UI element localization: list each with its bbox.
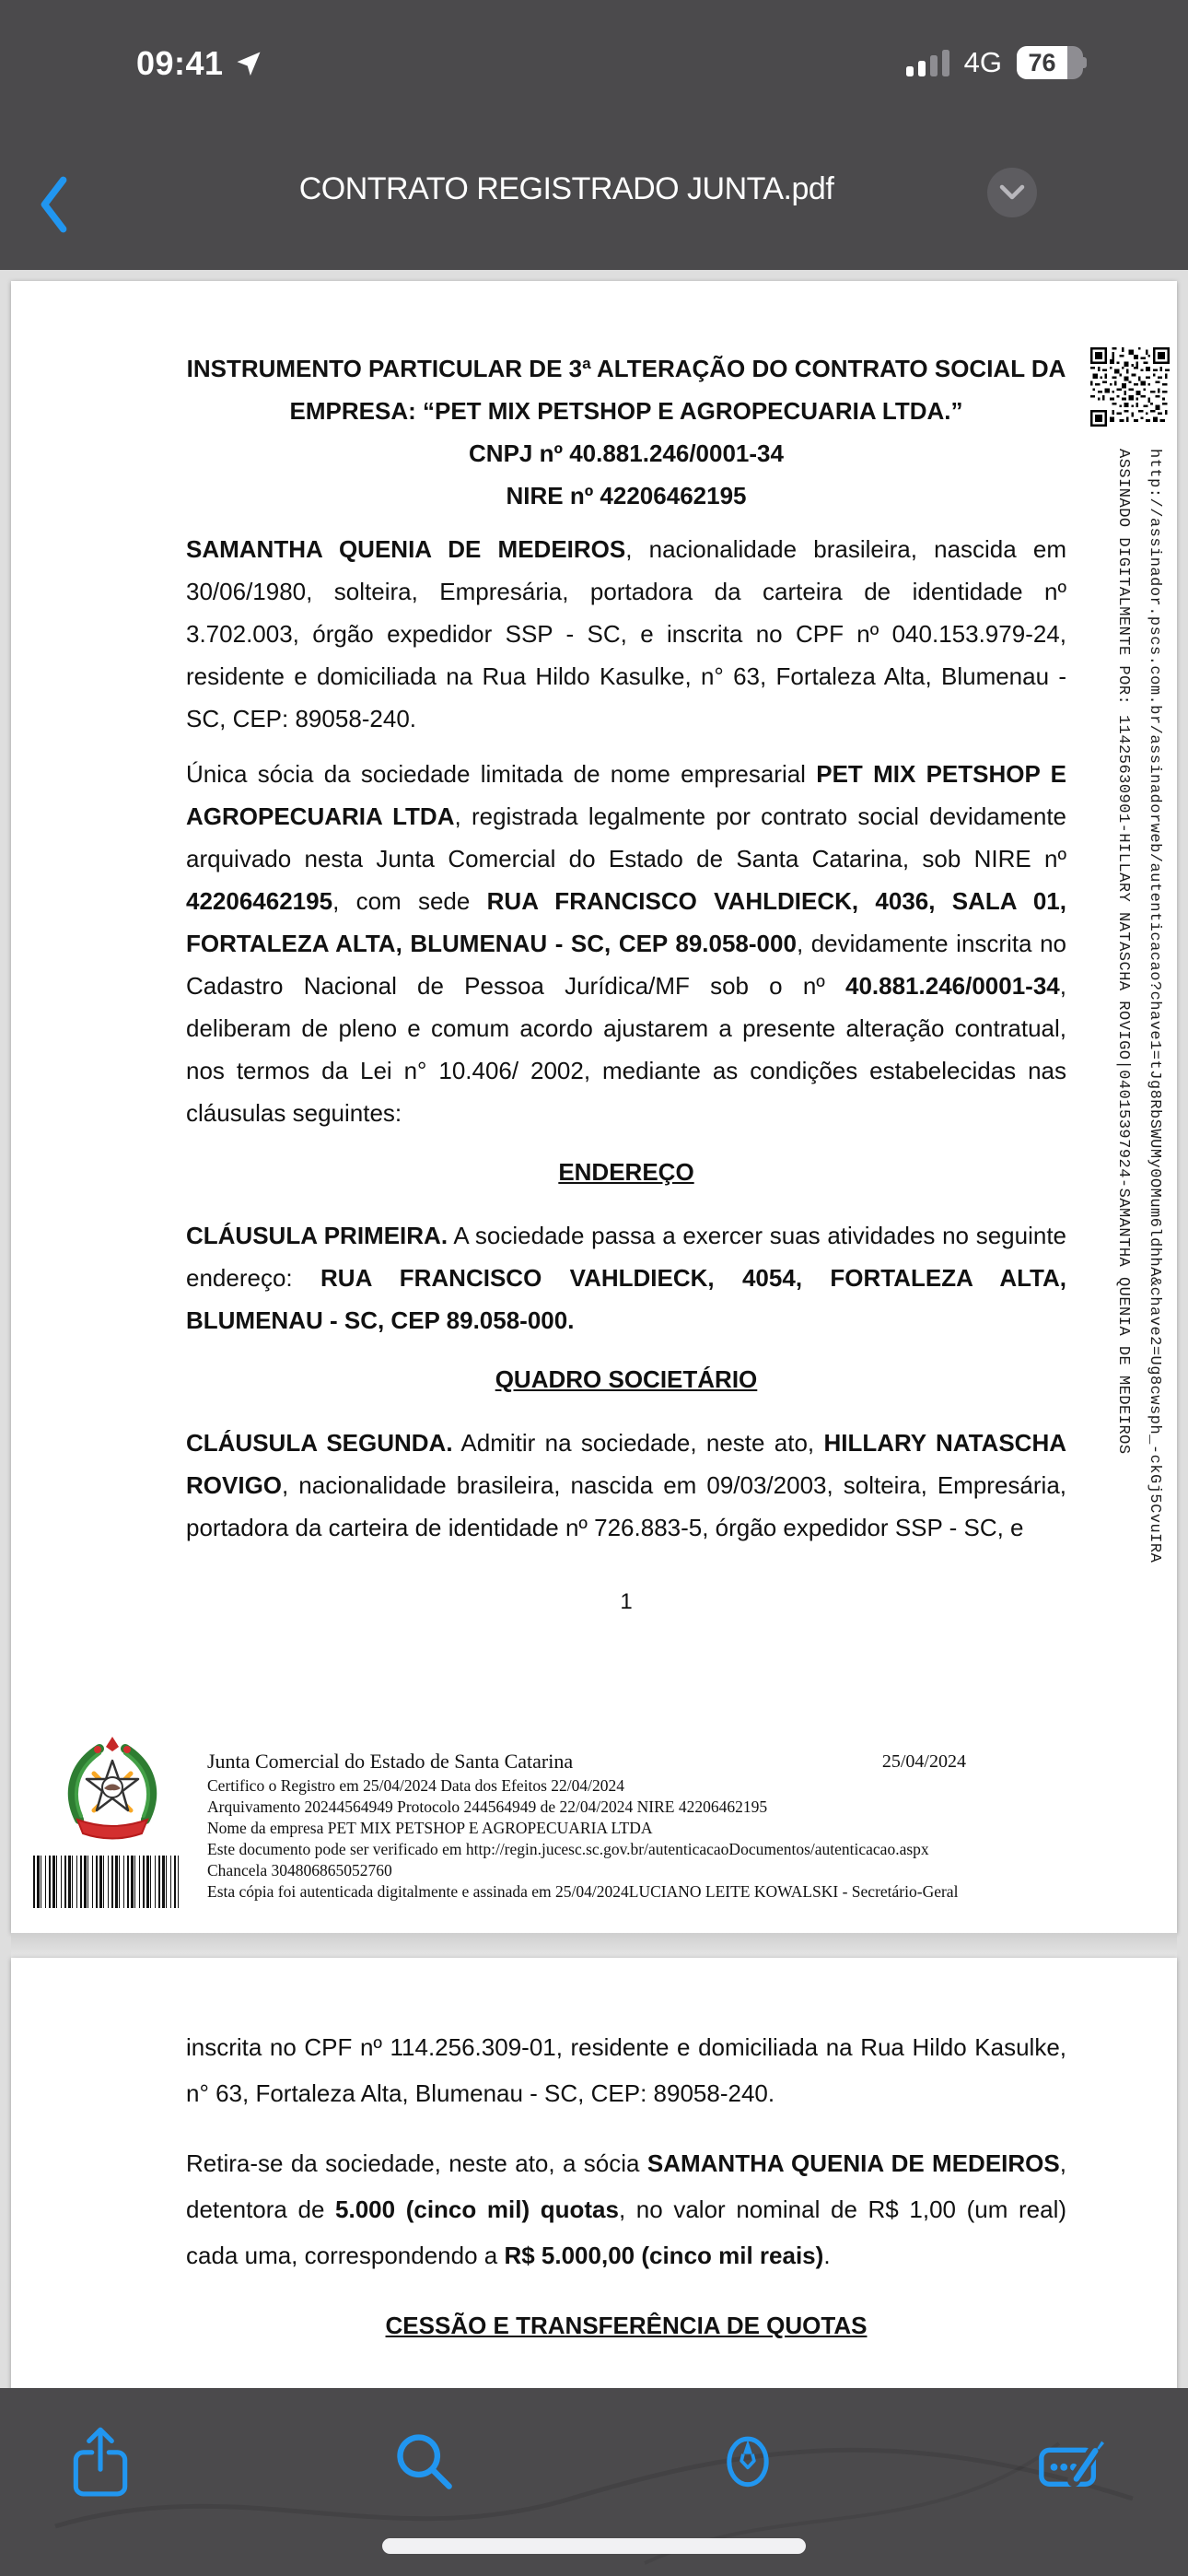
paragraph-inscrita-cpf: inscrita no CPF nº 114.256.309-01, residente e domiciliada na Rua Hildo Kasulke, n° 63, Fortaleza Alta, Blumenau - SC, CEP: 89058-240. — [186, 2033, 1066, 2107]
paragraph-unica-socia: Única sócia da sociedade limitada de nome empresarial PET MIX PETSHOP E AGROPECUARIA LTDA, registrada legalmente por contrato social devidamente arquivado nesta Junta Comercial do Estado de Santa Catarina, sob NIRE nº 42206462195, com sede RUA FRANCISCO VAHLDIECK, 4036, SALA 01, FORTALEZA ALTA, BLUMENAU - SC, CEP 89.058-000, devidamente inscrita no Cadastro Nacional de Pessoa Jurídica/MF sob o nº 40.881.246/0001-34, deliberam de pleno e comum acordo ajustarem a presente alteração contratual, nos termos da Lei n° 10.406/ 2002, mediante as condições estabelecidas nas cláusulas seguintes: — [186, 760, 1067, 1127]
markup-pen-icon — [717, 2426, 778, 2496]
nav-bar — [0, 147, 1188, 267]
status-bar — [0, 37, 1188, 101]
registry-date: 25/04/2024 — [881, 1751, 966, 1772]
signed-by-vertical-text: ASSINADO DIGITALMENTE POR: 11425630901-HILLARY NATASCHA ROVIGO|04015397924-SAMANTHA QUENIA DE MEDEIROS — [1114, 449, 1132, 1455]
pdf-page-2[interactable] — [11, 1958, 1177, 2437]
document-options-button[interactable] — [987, 168, 1037, 217]
share-icon — [70, 2424, 131, 2498]
paragraph-clausula-primeira: CLÁUSULA PRIMEIRA. A sociedade passa a exercer suas atividades no seguinte endereço: RUA FRANCISCO VAHLDIECK, 4054, FORTALEZA ALTA, BLUMENAU - SC, CEP 89.058-000. — [186, 1222, 1066, 1334]
search-button[interactable] — [389, 2419, 459, 2502]
status-time: 09:41 — [136, 44, 224, 82]
heading-endereco: ENDEREÇO — [558, 1158, 694, 1186]
battery-percent: 76 — [1028, 48, 1056, 76]
stamp-line: Esta cópia foi autenticada digitalmente e assinada em 25/04/2024LUCIANO LEITE KOWALSKI - Secretário-Geral — [207, 1882, 959, 1901]
back-button[interactable] — [37, 168, 92, 241]
heading-cessao-transferencia: CESSÃO E TRANSFERÊNCIA DE QUOTAS — [385, 2312, 868, 2339]
page1-text-column — [11, 281, 1177, 1615]
network-type-label: 4G — [963, 46, 1002, 78]
share-button[interactable] — [65, 2419, 135, 2502]
signature-url-vertical-text: http://assinador.pscs.com.br/assinadorweb/autenticacao?chave1=tJg8RbSWUMy0OMum6ldhhA&chave2=Ug8cwsph_-ckGj5CvuIRA — [1146, 449, 1163, 1563]
top-chrome — [0, 0, 1188, 270]
pdf-scroll-area[interactable] — [0, 270, 1188, 2388]
santa-catarina-coat-of-arms — [61, 1735, 164, 1844]
registry-org-name: Junta Comercial do Estado de Santa Catarina — [207, 1750, 574, 1773]
stamp-line: Este documento pode ser verificado em http://regin.jucesc.sc.gov.br/autenticacaoDocumentos/autenticacao.aspx — [207, 1840, 929, 1858]
bottom-toolbar — [0, 2388, 1188, 2576]
signature-icon — [1036, 2427, 1106, 2495]
heading-quadro-societario: QUADRO SOCIETÁRIO — [495, 1365, 758, 1393]
signature-button[interactable] — [1036, 2419, 1106, 2502]
pdf-page-1[interactable] — [11, 281, 1177, 1933]
document-title: CONTRATO REGISTRADO JUNTA.pdf — [298, 171, 834, 206]
paragraph-samantha: SAMANTHA QUENIA DE MEDEIROS, nacionalidade brasileira, nascida em 30/06/1980, solteira, Empresária, portadora da carteira de identidade nº 3.702.003, órgão expedidor SSP - SC, e inscrita no CPF nº 040.153.979-24, residente e domiciliada na Rua Hildo Kasulke, n° 63, Fortaleza Alta, Blumenau - SC, CEP: 89058-240. — [186, 535, 1066, 732]
page-divider — [11, 1933, 1177, 1958]
barcode — [33, 1856, 179, 1908]
stamp-line: Nome da empresa PET MIX PETSHOP E AGROPECUARIA LTDA — [207, 1819, 653, 1837]
stamp-line: Arquivamento 20244564949 Protocolo 244564949 de 22/04/2024 NIRE 42206462195 — [207, 1797, 768, 1816]
chevron-down-icon — [999, 184, 1025, 201]
stamp-line: Certifico o Registro em 25/04/2024 Data dos Efeitos 22/04/2024 — [207, 1776, 624, 1795]
battery-icon — [1017, 46, 1087, 79]
paragraph-clausula-segunda: CLÁUSULA SEGUNDA. Admitir na sociedade, neste ato, HILLARY NATASCHA ROVIGO, nacionalidade brasileira, nascida em 09/03/2003, solteira, Empresária, portadora da carteira de identidade nº 726.883-5, órgão expedidor SSP - SC, e — [186, 1429, 1066, 1541]
back-chevron-icon — [37, 175, 70, 234]
markup-button[interactable] — [713, 2419, 783, 2502]
search-icon — [392, 2430, 455, 2492]
page2-text-column — [11, 1958, 1177, 2340]
contract-title: INSTRUMENTO PARTICULAR DE 3ª ALTERAÇÃO DO CONTRATO SOCIAL DA EMPRESA: “PET MIX PETSHOP E AGROPECUARIA LTDA.” CNPJ nº 40.881.246/0001-34 NIRE nº 42206462195 — [186, 355, 1066, 509]
location-arrow-icon — [235, 50, 262, 77]
registry-stamp-text — [207, 1748, 973, 1903]
stamp-line: Chancela 304806865052760 — [207, 1861, 392, 1879]
home-indicator[interactable] — [382, 2538, 806, 2554]
paragraph-retira-se: Retira-se da sociedade, neste ato, a sócia SAMANTHA QUENIA DE MEDEIROS, detentora de 5.000 (cinco mil) quotas, no valor nominal de R$ 1,00 (um real) cada uma, correspondendo a R$ 5.000,00 (cinco mil reais). — [186, 2149, 1067, 2269]
page-number: 1 — [620, 1589, 633, 1614]
cellular-signal-icon — [906, 49, 949, 76]
qr-code — [1090, 347, 1170, 427]
